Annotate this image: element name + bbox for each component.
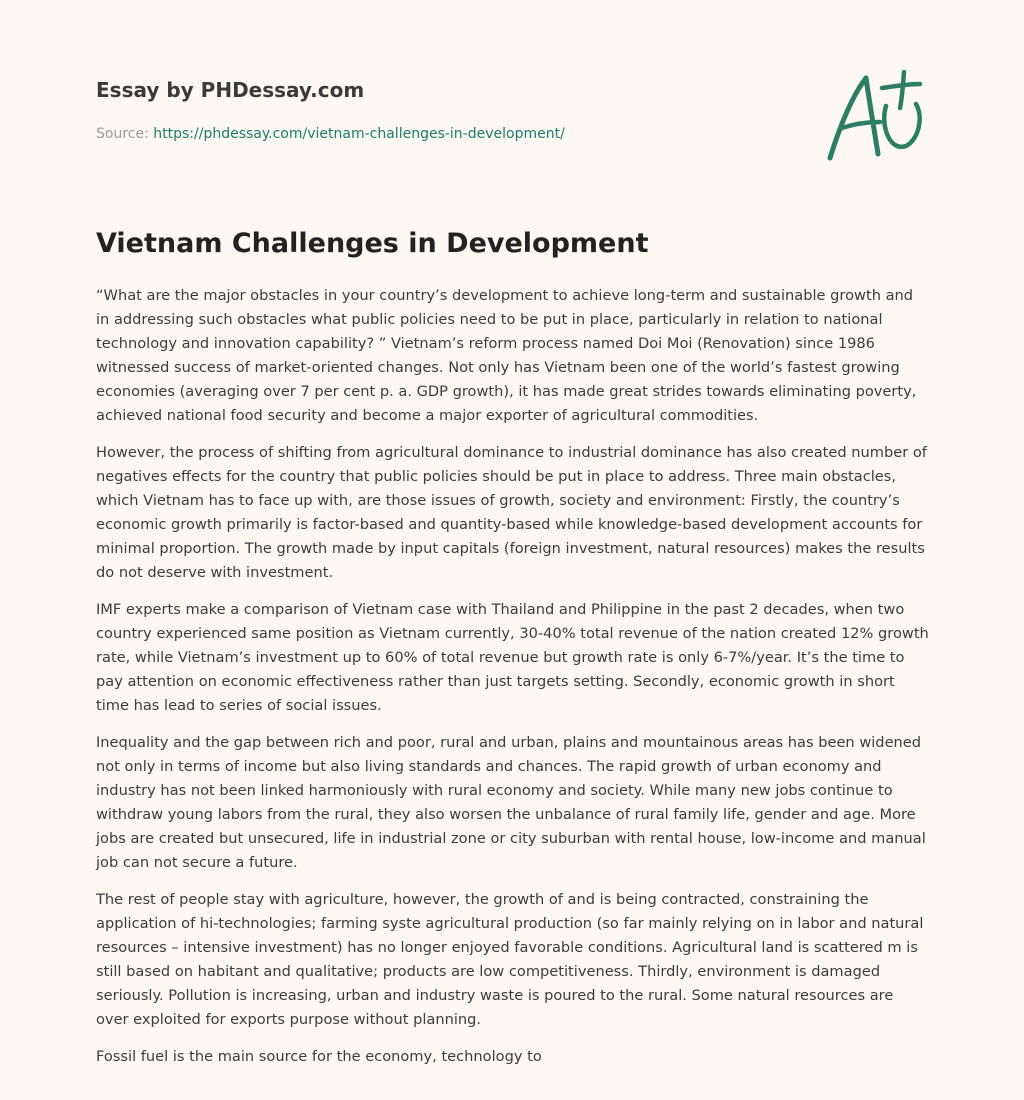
essay-paragraph: Inequality and the gap between rich and poor, rural and urban, plains and mountainous areas has been widened not only in terms of income but also living standards and chances. The rapid growth of urban economy and industry has not been linked harmoniously with rural economy and society. While many new jobs continue to withdraw young labors from the rural, they also worsen the unbalance of rural family life, gender and age. More jobs are created but unsecured, life in industrial zone or city suburban with rental house, low-income and manual job can not secure a future. xyxy=(96,734,926,871)
source-link[interactable]: https://phdessay.com/vietnam-challenges-in-development/ xyxy=(153,126,565,142)
site-header xyxy=(96,76,796,104)
essay-paragraph: However, the process of shifting from agricultural dominance to industrial dominance has also created number of negatives effects for the country that public policies should be put in place to address. Three main obstacles, which Vietnam has to face up with, are those issues of growth, society and environment: Firstly, the country’s economic growth primarily is factor-based and quantity-based while knowledge-based development accounts for minimal proportion. The growth made by input capitals (foreign investment, natural resources) makes the results do not deserve with investment. xyxy=(96,444,927,581)
a-plus-logo-icon xyxy=(820,66,930,166)
essay-title: Vietnam Challenges in Development xyxy=(96,228,649,259)
essay-paragraph: Fossil fuel is the main source for the economy, technology to xyxy=(96,1048,542,1065)
essay-paragraph: The rest of people stay with agriculture, however, the growth of and is being contracted, constraining the application of hi-technologies; farming syste agricultural production (so far mainly relying on in labor and natural resources – intensive investment) has no longer enjoyed favorable conditions. Agricultural land is scattered m is still based on habitant and qualitative; products are low competitiveness. Thirdly, environment is damaged seriously. Pollution is increasing, urban and industry waste is poured to the rural. Some natural resources are over exploited for exports purpose without planning. xyxy=(96,891,924,1028)
essay-paragraph: IMF experts make a comparison of Vietnam case with Thailand and Philippine in the past 2 decades, when two country experienced same position as Vietnam currently, 30-40% total revenue of the nation created 12% growth rate, while Vietnam’s investment up to 60% of total revenue but growth rate is only 6-7%/year. It’s the time to pay attention on economic effectiveness rather than just targets setting. Secondly, economic growth in short time has lead to series of social issues. xyxy=(96,601,929,714)
source-label: Source: xyxy=(96,126,149,142)
site-title: Essay by PHDessay.com xyxy=(96,78,365,102)
essay-paragraph: “What are the major obstacles in your country’s development to achieve long-term and sustainable growth and in addressing such obstacles what public policies need to be put in place, particularly in relation to national technology and innovation capability? ” Vietnam’s reform process named Doi Moi (Renovation) since 1986 witnessed success of market-oriented changes. Not only has Vietnam been one of the world’s fastest growing economies (averaging over 7 per cent p. a. GDP growth), it has made great strides towards eliminating poverty, achieved national food security and become a major exporter of agricultural commodities. xyxy=(96,287,917,424)
source-line xyxy=(96,124,565,144)
essay-body xyxy=(96,284,930,1082)
